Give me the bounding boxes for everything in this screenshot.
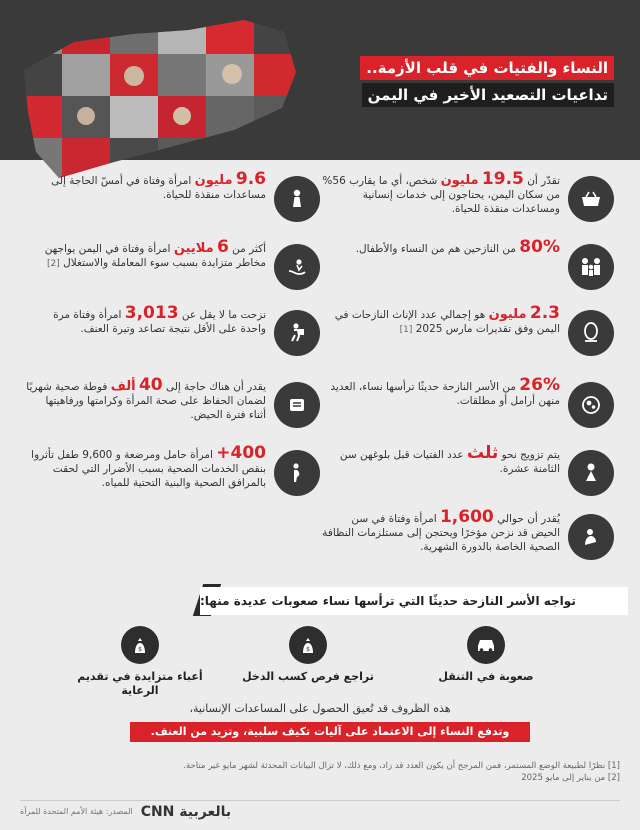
stat-right-1 xyxy=(314,169,614,234)
stat-right-3-text: 2.3 مليون هو إجمالي عدد الإناث النازحات في اليمن وفق تقديرات مارس 2025 [1] xyxy=(334,303,560,335)
challenge-care-label: أعباء متزايدة في تقديم الرعاية xyxy=(77,670,203,697)
stat-right-4-text: 26% من الأسر النازحة حديثًا ترأسها نساء، العديد منهن أرامل أو مطلقات. xyxy=(330,375,560,407)
pregnant-icon xyxy=(274,450,320,496)
stat-left-2-text: أكثر من 6 ملايين امرأة وفتاة في اليمن يواجهن مخاطر متزايدة بسبب سوء المعاملة والاستغلال [2] xyxy=(44,237,266,269)
stat-right-3 xyxy=(314,303,614,368)
svg-text:$: $ xyxy=(306,646,310,653)
girl-icon xyxy=(568,450,614,496)
stat-left-5-text: 400+ امرأة حامل ومرضعة و 9,600 طفل تأثروا بنقص الخدمات الصحية بسبب الأضرار التي لحقت بالمرافق الصحية والبنية التحتية للمياه. xyxy=(31,443,266,489)
challenge-income-label: تراجع فرص كسب الدخل xyxy=(242,670,374,683)
conditions-note-highlight: وتدفع النساء إلى الاعتماد على آليات تكيف سلبية، وتزيد من العنف. xyxy=(130,722,530,742)
source-text: المصدر: هيئة الأمم المتحدة للمرأة xyxy=(20,807,133,816)
stat-left-5 xyxy=(20,443,320,508)
stat-left-1-text: 9.6 مليون امرأة وفتاة في أمسّ الحاجة إلى مساعدات منقذة للحياة. xyxy=(51,169,266,201)
displaced-person-icon xyxy=(274,310,320,356)
stat-left-4-text: يقدر أن هناك حاجة إلى 40 ألف فوطة صحية شهريًا لضمان الحفاظ على صحة المرأة وكرامتها ورفاهيتها أثناء فترة الحيض. xyxy=(26,375,266,421)
challenges-heading: تواجه الأسر النازحة حديثًا التي ترأسها نساء صعوبات عديدة منها: xyxy=(200,587,628,615)
pads-icon xyxy=(274,382,320,428)
challenge-income xyxy=(238,626,378,684)
stat-left-3 xyxy=(20,303,320,368)
mother-child-icon xyxy=(568,382,614,428)
stat-left-2 xyxy=(20,237,320,302)
stat-right-5 xyxy=(314,443,614,508)
basket-icon xyxy=(568,176,614,222)
car-icon xyxy=(467,626,505,664)
woman-icon xyxy=(568,310,614,356)
footnotes xyxy=(20,760,620,784)
stat-left-3-text: نزحت ما لا يقل عن 3,013 امرأة وفتاة مرة واحدة على الأقل نتيجة تصاعد وتيرة العنف. xyxy=(53,303,266,335)
stat-right-6-text: يُقدر أن حوالي 1,600 امرأة وفتاة في سن الحيض قد نزحن مؤخرًا ويحتجن إلى مستلزمات النظافة الصحية الخاصة بالدورة الشهرية. xyxy=(322,507,560,553)
title-line-2: تداعيات التصعيد الأخير في اليمن xyxy=(362,83,614,107)
yemen-map-collage xyxy=(14,12,304,180)
svg-text:$: $ xyxy=(138,646,142,653)
challenge-care xyxy=(70,626,210,698)
footer xyxy=(20,800,620,822)
woman-silhouette-icon xyxy=(274,176,320,222)
stat-left-4 xyxy=(20,375,320,440)
stat-right-2 xyxy=(314,237,614,302)
stat-right-4 xyxy=(314,375,614,440)
stat-left-1 xyxy=(20,169,320,234)
challenge-mobility-label: صعوبة في التنقل xyxy=(438,670,534,683)
stat-right-5-text: يتم تزويج نحو ثلث عدد الفتيات قبل بلوغهن سن الثامنة عشرة. xyxy=(339,443,560,475)
money-icon xyxy=(289,626,327,664)
family-icon xyxy=(568,244,614,290)
footnote-2: [2] من يناير إلى مايو 2025 xyxy=(521,773,620,783)
cnn-arabic-logo: بالعربية CNN xyxy=(140,803,232,820)
title-line-1: النساء والفتيات في قلب الأزمة.. xyxy=(360,56,614,80)
stat-right-6 xyxy=(314,507,614,572)
care-icon xyxy=(121,626,159,664)
hand-protect-icon xyxy=(274,244,320,290)
page-title xyxy=(314,56,614,107)
stat-right-1-text: تقدّر أن 19.5 مليون شخص، أي ما يقارب 56% من سكان اليمن، يحتاجون إلى خدمات إنسانية ومساعدات منقذة للحياة. xyxy=(322,169,560,215)
challenge-mobility xyxy=(416,626,556,684)
stat-right-2-text: 80% من النازحين هم من النساء والأطفال. xyxy=(355,237,560,257)
hygiene-icon xyxy=(568,514,614,560)
footnote-1: [1] نظرًا لطبيعة الوضع المستمر، فمن المرجح أن يكون العدد قد زاد، ومع ذلك، لا تزال البيانات المحدثة لشهر مايو غير متاحة. xyxy=(183,761,620,771)
conditions-note: هذه الظروف قد تُعيق الحصول على المساعدات الإنسانية، xyxy=(189,702,451,715)
